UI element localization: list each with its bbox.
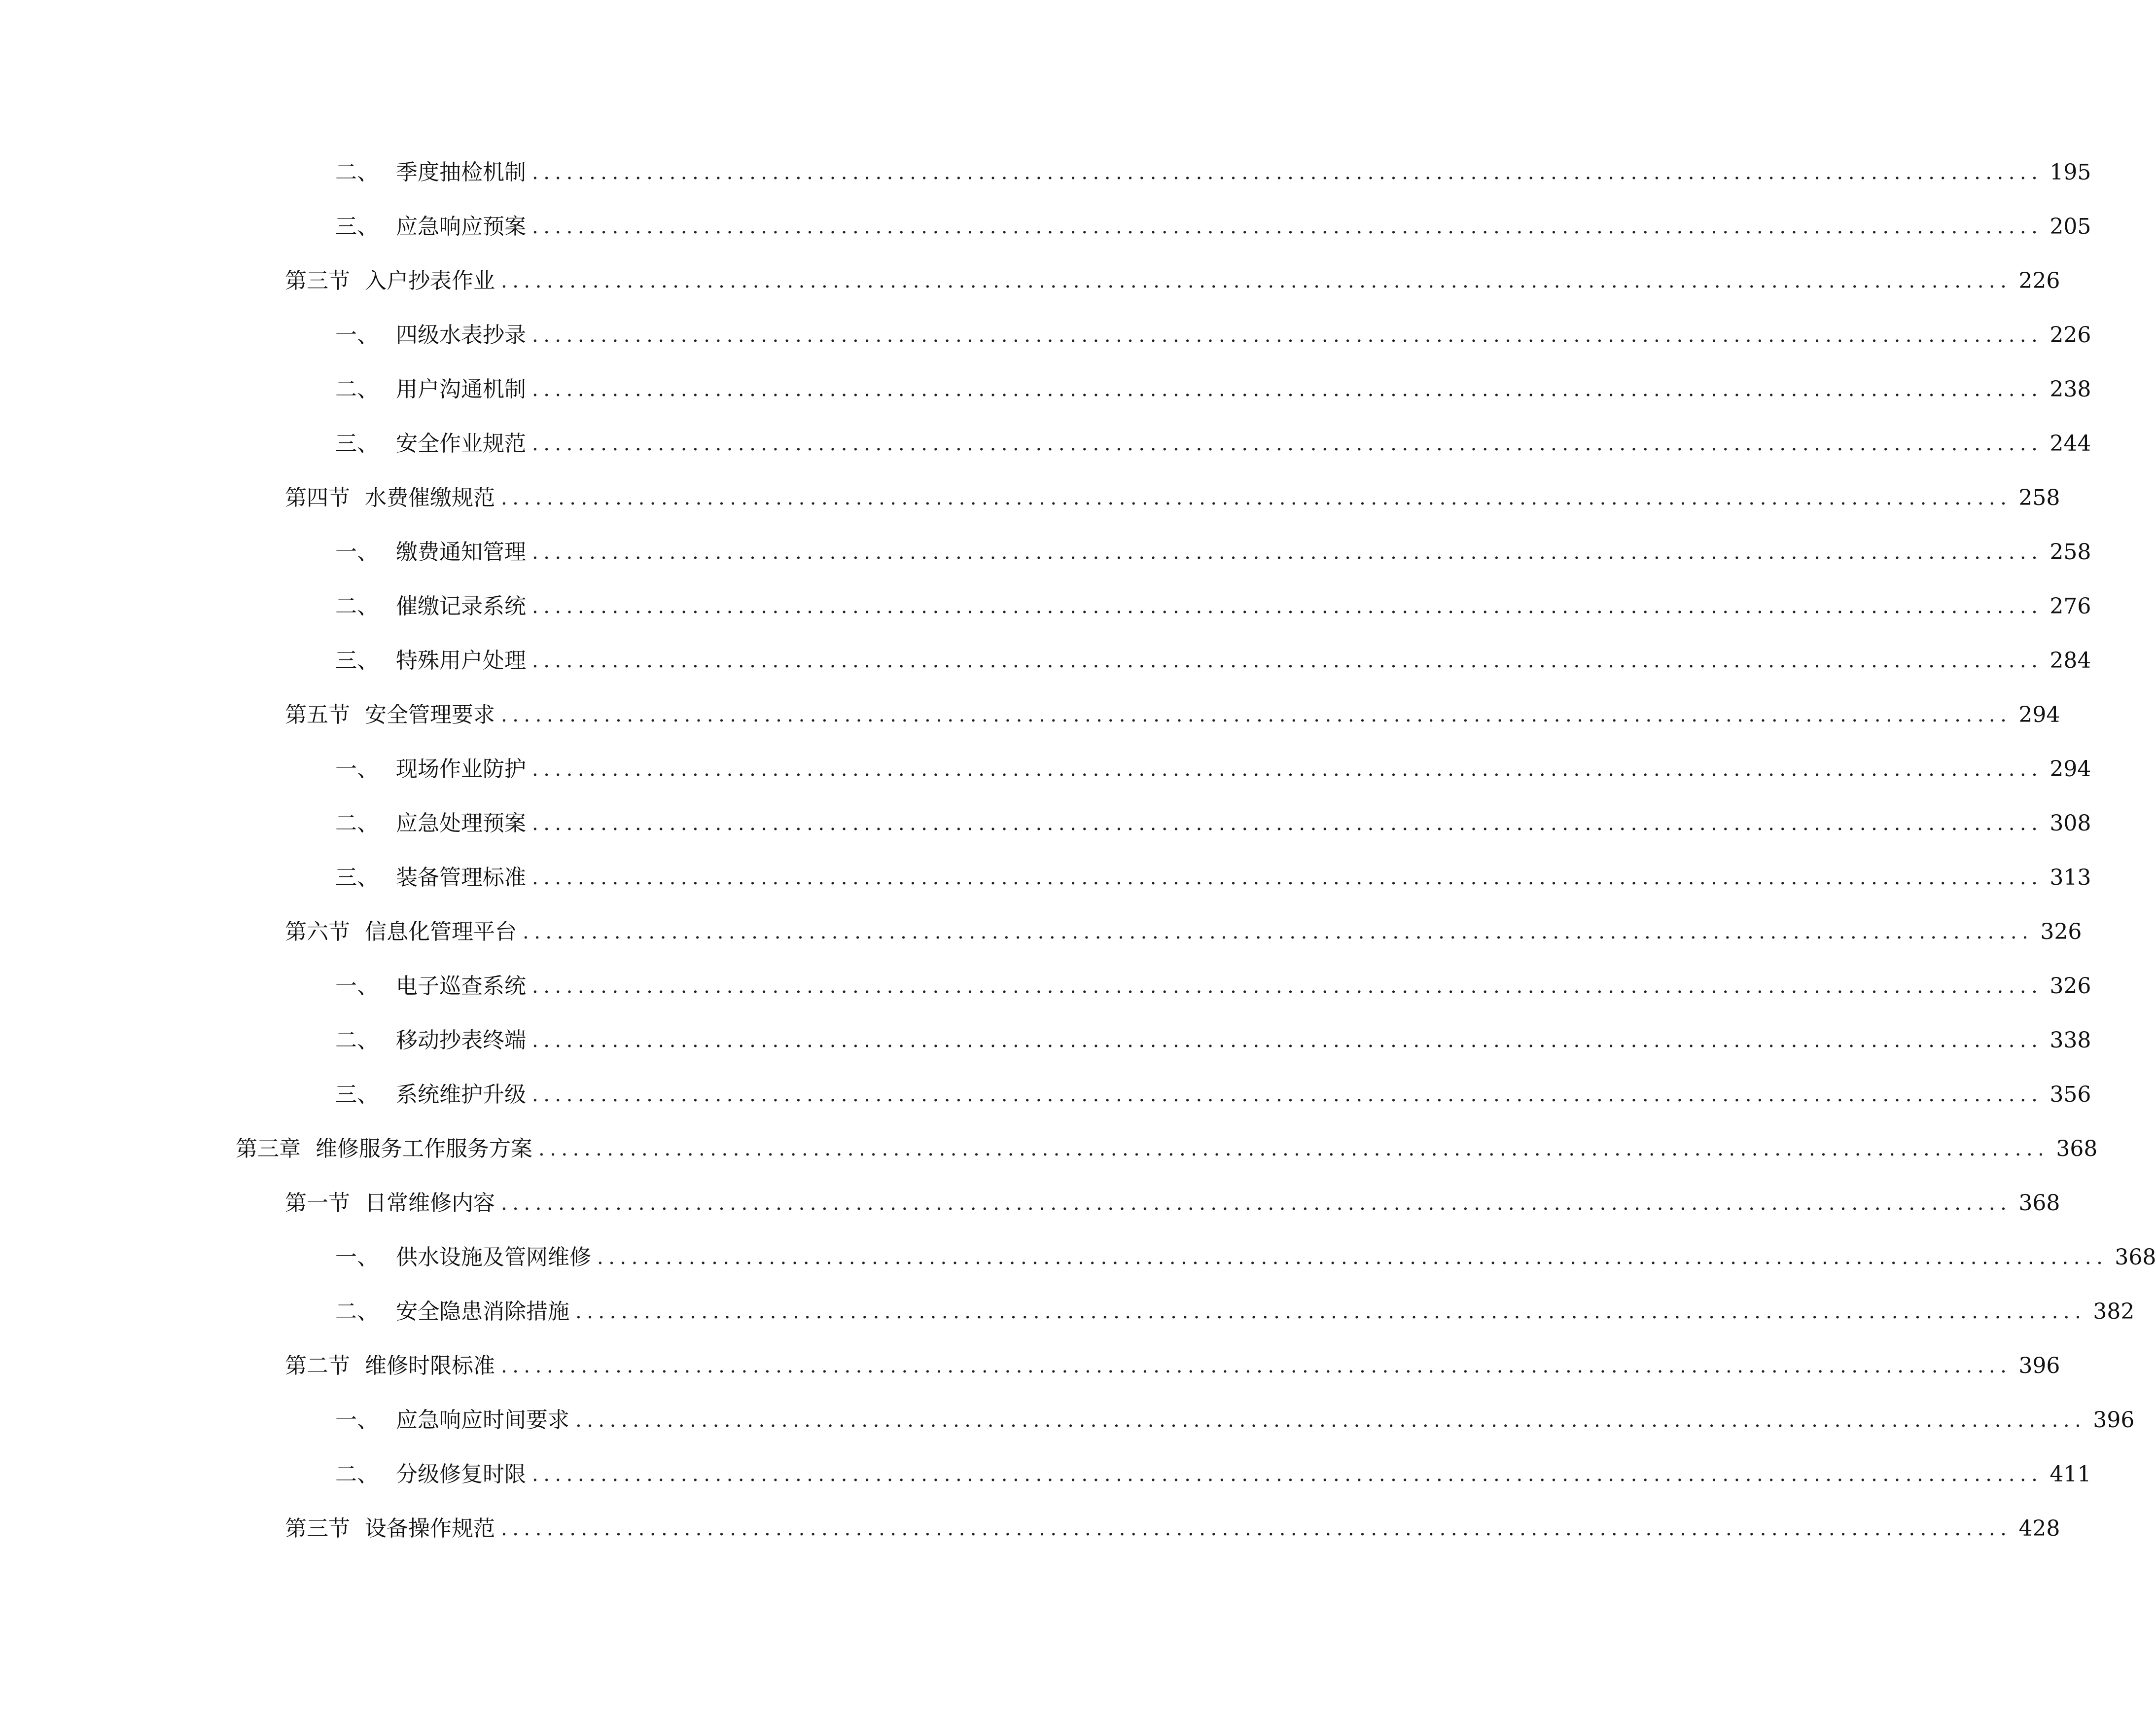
toc-page-number: 368 xyxy=(2018,1190,2060,1216)
toc-entry-number: 三、 xyxy=(335,648,379,673)
toc-entry-title: 水费催缴规范 xyxy=(365,485,495,510)
toc-entry[interactable] xyxy=(335,158,2091,187)
toc-entry-number: 一、 xyxy=(335,540,379,565)
toc-page-number: 195 xyxy=(2050,160,2091,185)
toc-entry[interactable] xyxy=(285,483,2060,513)
toc-leader-dots: .................................................................................................................................... xyxy=(532,216,2043,238)
toc-entry-title: 特殊用户处理 xyxy=(396,648,526,673)
toc-entry-title: 信息化管理平台 xyxy=(365,919,517,944)
toc-page-number: 226 xyxy=(2050,323,2091,348)
toc-entry-number: 三、 xyxy=(335,865,379,890)
toc-leader-dots: .................................................................................................................................... xyxy=(532,975,2043,998)
toc-leader-dots: .................................................................................................................................... xyxy=(532,541,2043,564)
toc-leader-dots: .................................................................................................................................... xyxy=(532,378,2043,401)
toc-entry[interactable] xyxy=(236,1134,2098,1164)
toc-entry-number: 二、 xyxy=(335,1028,379,1053)
toc-leader-dots: .................................................................................................................................... xyxy=(532,1083,2043,1106)
toc-leader-dots: .................................................................................................................................... xyxy=(532,432,2043,455)
toc-entry-number: 二、 xyxy=(335,160,379,185)
toc-entry-title: 催缴记录系统 xyxy=(396,594,526,619)
toc-page-number: 368 xyxy=(2115,1245,2156,1270)
toc-entry[interactable] xyxy=(335,972,2091,1001)
toc-entry-title: 安全作业规范 xyxy=(396,431,526,456)
toc-entry-number: 第六节 xyxy=(285,919,350,944)
toc-entry-number: 二、 xyxy=(335,377,379,402)
toc-entry[interactable] xyxy=(335,1297,2135,1327)
toc-entry[interactable] xyxy=(285,266,2060,296)
toc-entry[interactable] xyxy=(335,212,2091,242)
toc-page-number: 284 xyxy=(2050,648,2091,673)
toc-page-number: 326 xyxy=(2050,973,2091,999)
toc-entry-title: 应急响应时间要求 xyxy=(396,1407,569,1433)
toc-entry[interactable] xyxy=(335,863,2091,893)
toc-entry[interactable] xyxy=(335,592,2091,621)
toc-leader-dots: .................................................................................................................................... xyxy=(532,866,2043,889)
toc-leader-dots: .................................................................................................................................... xyxy=(532,812,2043,835)
toc-entry[interactable] xyxy=(335,538,2091,567)
toc-entry-title: 入户抄表作业 xyxy=(365,268,495,293)
toc-entry-title: 装备管理标准 xyxy=(396,865,526,890)
toc-leader-dots: .................................................................................................................................... xyxy=(538,1138,2050,1160)
toc-leader-dots: .................................................................................................................................... xyxy=(501,704,2012,726)
toc-entry-number: 三、 xyxy=(335,1082,379,1107)
toc-entry-number: 三、 xyxy=(335,214,379,239)
toc-page-number: 294 xyxy=(2050,757,2091,782)
toc-leader-dots: .................................................................................................................................... xyxy=(532,595,2043,618)
toc-page-number: 396 xyxy=(2093,1407,2135,1433)
toc-entry-title: 供水设施及管网维修 xyxy=(396,1245,591,1270)
toc-entry-number: 二、 xyxy=(335,811,379,836)
toc-leader-dots: .................................................................................................................................... xyxy=(501,1192,2012,1215)
toc-leader-dots: .................................................................................................................................... xyxy=(532,324,2043,347)
toc-leader-dots: .................................................................................................................................... xyxy=(501,270,2012,292)
toc-entry-title: 安全隐患消除措施 xyxy=(396,1299,569,1324)
toc-entry-title: 维修服务工作服务方案 xyxy=(316,1136,532,1161)
toc-entry-title: 四级水表抄录 xyxy=(396,323,526,348)
toc-entry[interactable] xyxy=(335,1406,2135,1435)
toc-entry[interactable] xyxy=(285,917,2082,947)
toc-page-number: 238 xyxy=(2050,377,2091,402)
toc-entry-number: 第三章 xyxy=(236,1136,301,1161)
toc-entry-number: 第四节 xyxy=(285,485,350,510)
toc-leader-dots: .................................................................................................................................... xyxy=(532,1463,2043,1486)
toc-page-number: 205 xyxy=(2050,214,2091,239)
toc-entry-number: 三、 xyxy=(335,431,379,456)
toc-entry-title: 维修时限标准 xyxy=(365,1353,495,1378)
toc-entry-title: 安全管理要求 xyxy=(365,702,495,727)
toc-entry-title: 设备操作规范 xyxy=(365,1516,495,1541)
toc-page-number: 396 xyxy=(2018,1353,2060,1378)
toc-entry-number: 第五节 xyxy=(285,702,350,727)
toc-leader-dots: .................................................................................................................................... xyxy=(532,649,2043,672)
toc-entry-title: 系统维护升级 xyxy=(396,1082,526,1107)
toc-leader-dots: .................................................................................................................................... xyxy=(575,1409,2086,1432)
toc-entry[interactable] xyxy=(335,321,2091,350)
toc-leader-dots: .................................................................................................................................... xyxy=(597,1246,2108,1269)
toc-entry-number: 二、 xyxy=(335,1462,379,1487)
toc-entry-title: 现场作业防护 xyxy=(396,757,526,782)
toc-entry[interactable] xyxy=(335,646,2091,676)
toc-entry-title: 移动抄表终端 xyxy=(396,1028,526,1053)
toc-entry-number: 一、 xyxy=(335,1245,379,1270)
toc-entry-title: 缴费通知管理 xyxy=(396,540,526,565)
toc-page-number: 308 xyxy=(2050,811,2091,836)
toc-entry-title: 季度抽检机制 xyxy=(396,160,526,185)
toc-page-number: 356 xyxy=(2050,1082,2091,1107)
toc-entry[interactable] xyxy=(285,700,2060,730)
toc-page-number: 338 xyxy=(2050,1028,2091,1053)
toc-leader-dots: .................................................................................................................................... xyxy=(532,1029,2043,1052)
toc-entry[interactable] xyxy=(285,1189,2060,1218)
toc-entry-title: 用户沟通机制 xyxy=(396,377,526,402)
toc-entry-number: 一、 xyxy=(335,1407,379,1433)
toc-entry-number: 第三节 xyxy=(285,268,350,293)
toc-entry-number: 一、 xyxy=(335,323,379,348)
toc-leader-dots: .................................................................................................................................... xyxy=(501,1517,2012,1540)
toc-entry-title: 应急响应预案 xyxy=(396,214,526,239)
toc-entry-number: 第一节 xyxy=(285,1190,350,1216)
toc-page-number: 294 xyxy=(2018,702,2060,727)
toc-entry[interactable] xyxy=(335,1460,2091,1489)
toc-entry[interactable] xyxy=(335,755,2091,784)
toc-page-number: 313 xyxy=(2050,865,2091,890)
toc-entry[interactable] xyxy=(335,809,2091,838)
toc-leader-dots: .................................................................................................................................... xyxy=(501,487,2012,509)
toc-entry-number: 第二节 xyxy=(285,1353,350,1378)
toc-entry-title: 日常维修内容 xyxy=(365,1190,495,1216)
toc-entry-title: 应急处理预案 xyxy=(396,811,526,836)
toc-entry-number: 二、 xyxy=(335,594,379,619)
toc-entry-number: 二、 xyxy=(335,1299,379,1324)
toc-entry[interactable] xyxy=(335,1026,2091,1055)
toc-entry[interactable] xyxy=(335,429,2091,459)
toc-page-number: 244 xyxy=(2050,431,2091,456)
toc-page-number: 258 xyxy=(2050,540,2091,565)
toc-entry[interactable] xyxy=(335,375,2091,404)
toc-entry[interactable] xyxy=(285,1351,2060,1381)
toc-page-number: 226 xyxy=(2018,268,2060,293)
toc-entry-title: 分级修复时限 xyxy=(396,1462,526,1487)
toc-entry[interactable] xyxy=(335,1243,2156,1272)
toc-page-number: 326 xyxy=(2040,919,2082,944)
toc-leader-dots: .................................................................................................................................... xyxy=(575,1300,2086,1323)
toc-entry[interactable] xyxy=(285,1514,2060,1544)
toc-page-number: 258 xyxy=(2018,485,2060,510)
toc-leader-dots: .................................................................................................................................... xyxy=(523,921,2034,943)
toc-page-number: 276 xyxy=(2050,594,2091,619)
toc-page-number: 411 xyxy=(2050,1462,2091,1487)
toc-leader-dots: .................................................................................................................................... xyxy=(532,758,2043,781)
toc-leader-dots: .................................................................................................................................... xyxy=(501,1355,2012,1377)
toc-page-number: 382 xyxy=(2093,1299,2135,1324)
toc-leader-dots: .................................................................................................................................... xyxy=(532,161,2043,184)
toc-entry-number: 一、 xyxy=(335,973,379,999)
toc-page-number: 368 xyxy=(2056,1136,2098,1161)
toc-entry[interactable] xyxy=(335,1080,2091,1110)
toc-entry-title: 电子巡查系统 xyxy=(396,973,526,999)
toc-entry-number: 第三节 xyxy=(285,1516,350,1541)
toc-page-number: 428 xyxy=(2018,1516,2060,1541)
toc-entry-number: 一、 xyxy=(335,757,379,782)
